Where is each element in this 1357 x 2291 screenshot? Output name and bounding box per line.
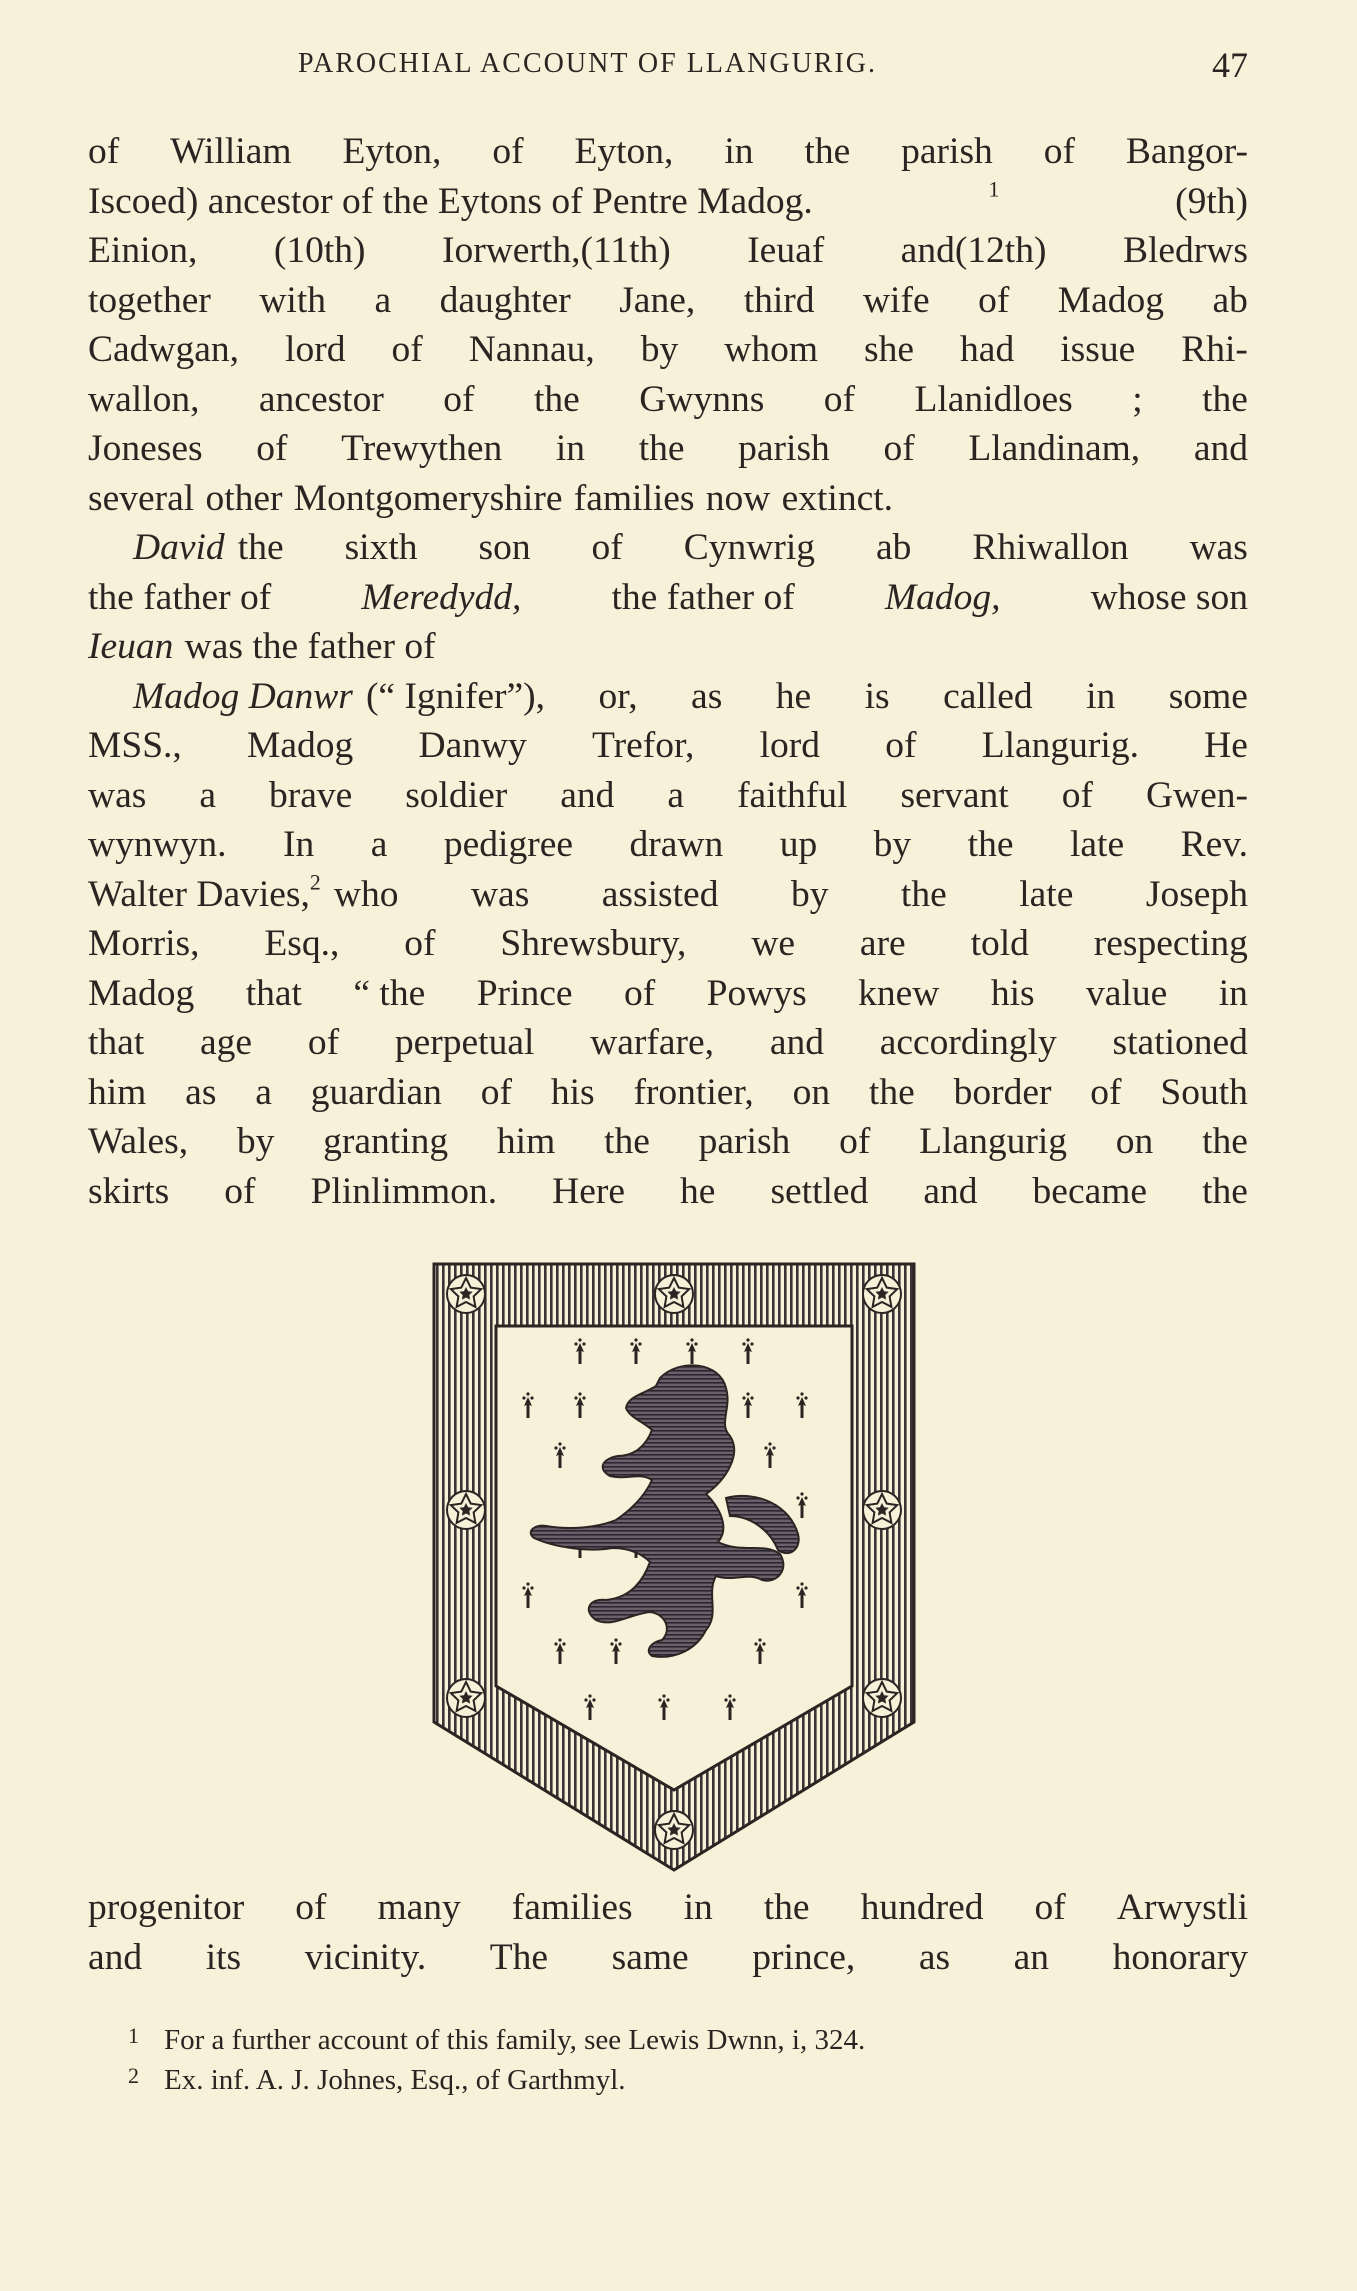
word: had: [960, 329, 1015, 370]
word: in: [724, 131, 754, 172]
word: the: [804, 131, 851, 172]
word: and: [1193, 428, 1248, 469]
coat-of-arms-shield: [430, 1258, 918, 1875]
word: Iorwerth,(11th): [441, 230, 671, 271]
word-group: [989, 177, 1000, 227]
word: Llandinam,: [968, 428, 1141, 469]
word: South: [1160, 1071, 1248, 1113]
word: Danwy: [418, 725, 527, 766]
footnote-text: Ex. inf. A. J. Johnes, Esq., of Garthmyl.: [164, 2064, 626, 2096]
word: Prince: [476, 972, 573, 1014]
word: third: [743, 279, 815, 321]
text-line: [88, 375, 1248, 425]
word: William: [170, 131, 292, 172]
word: him: [496, 1121, 556, 1162]
word: late: [1019, 873, 1074, 915]
person-name: Ieuan: [88, 626, 174, 667]
word: skirts: [88, 1170, 170, 1212]
word: Eyton,: [574, 131, 674, 172]
word: Powys: [706, 972, 807, 1014]
word: several: [88, 477, 195, 519]
word: border: [953, 1071, 1052, 1113]
text-line: [88, 721, 1248, 771]
word: Bledrws: [1122, 230, 1248, 271]
word: Bangor-: [1125, 131, 1248, 172]
word: of: [295, 1887, 327, 1928]
word: “ the: [353, 972, 426, 1014]
text-line: [88, 820, 1248, 870]
word: of: [224, 1170, 256, 1212]
word: Plinlimmon.: [310, 1170, 498, 1212]
text-line: [88, 1933, 1248, 1983]
word: ab: [1212, 279, 1248, 321]
word: ;: [1132, 378, 1143, 420]
word: Llangurig: [919, 1121, 1067, 1162]
word: brave: [268, 774, 353, 816]
coat-of-arms-figure: [430, 1258, 918, 1875]
word: families: [573, 477, 695, 519]
word: warfare,: [590, 1022, 715, 1063]
word: parish: [901, 131, 993, 172]
word: that: [88, 1022, 145, 1063]
text-line: [88, 919, 1248, 969]
word-group: whose son: [1090, 576, 1248, 618]
word: value: [1086, 972, 1168, 1014]
text-line: [88, 276, 1248, 326]
word: knew: [858, 972, 940, 1014]
word: Cynwrig: [683, 527, 816, 568]
word-group: was the father of: [184, 626, 436, 667]
word: daughter: [439, 279, 571, 321]
text-line: [88, 1068, 1248, 1118]
word-group: [334, 870, 1248, 920]
word: of: [839, 1121, 871, 1162]
person-name: Walter Davies,: [88, 873, 310, 915]
word: told: [970, 923, 1029, 964]
word: was: [1189, 527, 1248, 568]
word: Joseph: [1145, 873, 1248, 915]
word-group: the father of: [88, 576, 272, 618]
word: Llangurig.: [981, 725, 1139, 766]
word: extinct.: [781, 477, 894, 519]
footnote: [128, 2056, 1228, 2096]
word: of: [492, 131, 524, 172]
running-title: PAROCHIAL ACCOUNT OF LLANGURIG.: [298, 48, 878, 79]
text-line: [88, 226, 1248, 276]
word: he: [680, 1170, 716, 1212]
word: on: [1115, 1121, 1154, 1162]
word: (“ Ignifer”),: [365, 675, 545, 717]
word: by: [790, 873, 829, 915]
text-line: [88, 474, 1248, 524]
word: progenitor: [88, 1887, 245, 1928]
word-group: Iscoed) ancestor of the Eytons of Pentre Madog.: [88, 180, 813, 222]
word: Ieuaf: [747, 230, 825, 271]
body-text-upper: [88, 127, 1248, 1216]
word: that: [245, 972, 302, 1014]
word: sixth: [344, 527, 418, 568]
word: of: [1061, 774, 1093, 816]
word: hundred: [860, 1887, 984, 1928]
word: the: [604, 1121, 650, 1162]
word: settled: [770, 1170, 869, 1212]
text-line: [88, 870, 1248, 920]
word: (9th): [1175, 180, 1248, 222]
word: respecting: [1093, 923, 1248, 964]
word: and: [88, 1936, 143, 1978]
word: together: [88, 279, 211, 321]
text-line: [88, 1883, 1248, 1933]
word: Llanidloes: [914, 378, 1073, 420]
word: and(12th): [900, 230, 1047, 271]
word: frontier,: [633, 1071, 754, 1113]
word: soldier: [405, 774, 508, 816]
word: Rhiwallon: [972, 527, 1129, 568]
word: servant: [900, 774, 1009, 816]
person-name: Madog,: [884, 576, 1001, 618]
word: Shrewsbury,: [500, 923, 687, 964]
word: of: [883, 428, 915, 469]
word: his: [990, 972, 1035, 1014]
word: Esq.,: [264, 923, 340, 964]
word: up: [779, 824, 818, 865]
word: accordingly: [879, 1022, 1057, 1063]
word: and: [923, 1170, 978, 1212]
footnote-ref[interactable]: 1: [988, 177, 1000, 202]
word: of: [591, 527, 623, 568]
word: called: [943, 675, 1033, 717]
word: of: [443, 378, 475, 420]
word: of: [391, 329, 423, 370]
word: as: [691, 675, 723, 717]
word: ab: [875, 527, 912, 568]
text-line: [88, 573, 1248, 623]
word: MSS.,: [88, 725, 182, 766]
running-head: [88, 44, 1248, 84]
word-group: [88, 870, 321, 920]
word: Madog: [1057, 279, 1165, 321]
word: Madog: [88, 972, 195, 1014]
word: of: [480, 1071, 513, 1113]
word: Nannau,: [468, 329, 595, 370]
word: of: [823, 378, 855, 420]
word: Joneses: [88, 428, 203, 469]
text-line: [88, 1117, 1248, 1167]
word: in: [1086, 675, 1116, 717]
word: wallon,: [88, 378, 200, 420]
word: perpetual: [394, 1022, 535, 1063]
text-line: [88, 523, 1248, 573]
word: the: [763, 1887, 810, 1928]
footnote-ref[interactable]: 2: [309, 870, 321, 895]
word: ancestor: [258, 378, 384, 420]
word: with: [259, 279, 326, 321]
word: He: [1204, 725, 1248, 766]
word: many: [377, 1887, 461, 1928]
word: wife: [862, 279, 930, 321]
word: same: [611, 1936, 689, 1978]
word: a: [667, 774, 685, 816]
word: son: [478, 527, 531, 568]
word: of: [1034, 1887, 1066, 1928]
word: guardian: [310, 1071, 442, 1113]
word: Here: [552, 1170, 625, 1212]
word: an: [1013, 1936, 1050, 1978]
footnote: [128, 2016, 1228, 2056]
text-line: [88, 622, 1248, 672]
text-line: [88, 1018, 1248, 1068]
word: Gwen-: [1145, 774, 1248, 816]
word: by: [873, 824, 912, 865]
word: the: [1202, 1121, 1248, 1162]
word: parish: [738, 428, 830, 469]
word: Trewythen: [341, 428, 503, 469]
person-name: Meredydd,: [361, 576, 522, 618]
text-line: [88, 127, 1248, 177]
word: of: [1043, 131, 1075, 172]
word: Einion,: [88, 230, 198, 271]
body-text-lower: [88, 1883, 1248, 1982]
word: in: [555, 428, 586, 469]
word: Morris,: [88, 923, 200, 964]
word: is: [864, 675, 890, 717]
word: the: [967, 824, 1014, 865]
word: age: [200, 1022, 253, 1063]
word: by: [640, 329, 679, 370]
word: vicinity.: [304, 1936, 427, 1978]
word: a: [255, 1071, 272, 1113]
word: prince,: [752, 1936, 856, 1978]
word: a: [374, 279, 392, 321]
footnotes: [128, 2016, 1228, 2096]
word: Montgomeryshire: [293, 477, 563, 519]
word: its: [205, 1936, 242, 1978]
word-group: [238, 523, 1248, 573]
word: in: [1218, 972, 1248, 1014]
text-line: [88, 424, 1248, 474]
word: faithful: [737, 774, 848, 816]
footnote-text: For a further account of this family, see Lewis Dwnn, i, 324.: [164, 2024, 866, 2056]
word: Trefor,: [592, 725, 695, 766]
word: the: [1202, 1170, 1248, 1212]
word: families: [511, 1887, 633, 1928]
word: are: [859, 923, 906, 964]
word: and: [560, 774, 615, 816]
word: Arwystli: [1116, 1887, 1248, 1928]
word: became: [1032, 1170, 1148, 1212]
word: of: [978, 279, 1010, 321]
word: in: [683, 1887, 713, 1928]
word: honorary: [1112, 1936, 1248, 1978]
footnote-mark: 2: [128, 2063, 139, 2088]
word: by: [236, 1121, 275, 1162]
word: the: [638, 428, 685, 469]
word: on: [792, 1071, 831, 1113]
word: Eyton,: [342, 131, 442, 172]
word: him: [88, 1071, 147, 1113]
word: who: [333, 873, 399, 915]
word: of: [404, 923, 436, 964]
person-name: David: [133, 527, 225, 568]
word: some: [1168, 675, 1248, 717]
word: pedigree: [443, 824, 573, 865]
word: and: [769, 1022, 824, 1063]
text-line: [88, 672, 1248, 722]
word: as: [185, 1071, 217, 1113]
word: Gwynns: [639, 378, 765, 420]
text-line: [88, 771, 1248, 821]
word: drawn: [629, 824, 724, 865]
word: the: [1202, 378, 1248, 420]
word: late: [1069, 824, 1125, 865]
word: assisted: [601, 873, 719, 915]
word: Rhi-: [1181, 329, 1248, 370]
text-line: [88, 177, 1248, 227]
word: wynwyn.: [88, 824, 227, 865]
word: of: [88, 131, 120, 172]
word: was: [470, 873, 530, 915]
word: now: [705, 477, 771, 519]
word: she: [864, 329, 915, 370]
word: was: [88, 774, 147, 816]
text-line: [88, 1167, 1248, 1217]
word: In: [283, 824, 315, 865]
word-group: [366, 672, 1248, 722]
word: a: [199, 774, 216, 816]
word: lord: [285, 329, 346, 370]
word: we: [751, 923, 796, 964]
word: parish: [698, 1121, 791, 1162]
page-number: 47: [1212, 45, 1248, 85]
text-line: [88, 969, 1248, 1019]
word: lord: [759, 725, 820, 766]
word: Cadwgan,: [88, 329, 240, 370]
word: issue: [1060, 329, 1136, 370]
word: the: [534, 378, 580, 420]
word: the: [237, 527, 284, 568]
word: Madog: [247, 725, 354, 766]
word: as: [918, 1936, 951, 1978]
word: of: [256, 428, 288, 469]
word: Wales,: [88, 1121, 189, 1162]
word: The: [489, 1936, 549, 1978]
word: a: [370, 824, 388, 865]
word-group: the father of: [611, 576, 795, 618]
word: Jane,: [619, 279, 696, 321]
word: of: [885, 725, 917, 766]
word: stationed: [1112, 1022, 1248, 1063]
word: his: [550, 1071, 595, 1113]
text-line: [88, 325, 1248, 375]
word: or,: [598, 675, 638, 717]
person-name: Madog Danwr: [133, 675, 353, 717]
word: Rev.: [1180, 824, 1248, 865]
word: granting: [323, 1121, 449, 1162]
word: (10th): [273, 230, 366, 271]
word: of: [623, 972, 656, 1014]
word: he: [775, 675, 812, 717]
word: the: [868, 1071, 915, 1113]
word: of: [1090, 1071, 1122, 1113]
word: other: [205, 477, 283, 519]
word: of: [307, 1022, 340, 1063]
word: the: [900, 873, 947, 915]
word: whom: [724, 329, 819, 370]
footnote-mark: 1: [128, 2023, 139, 2048]
